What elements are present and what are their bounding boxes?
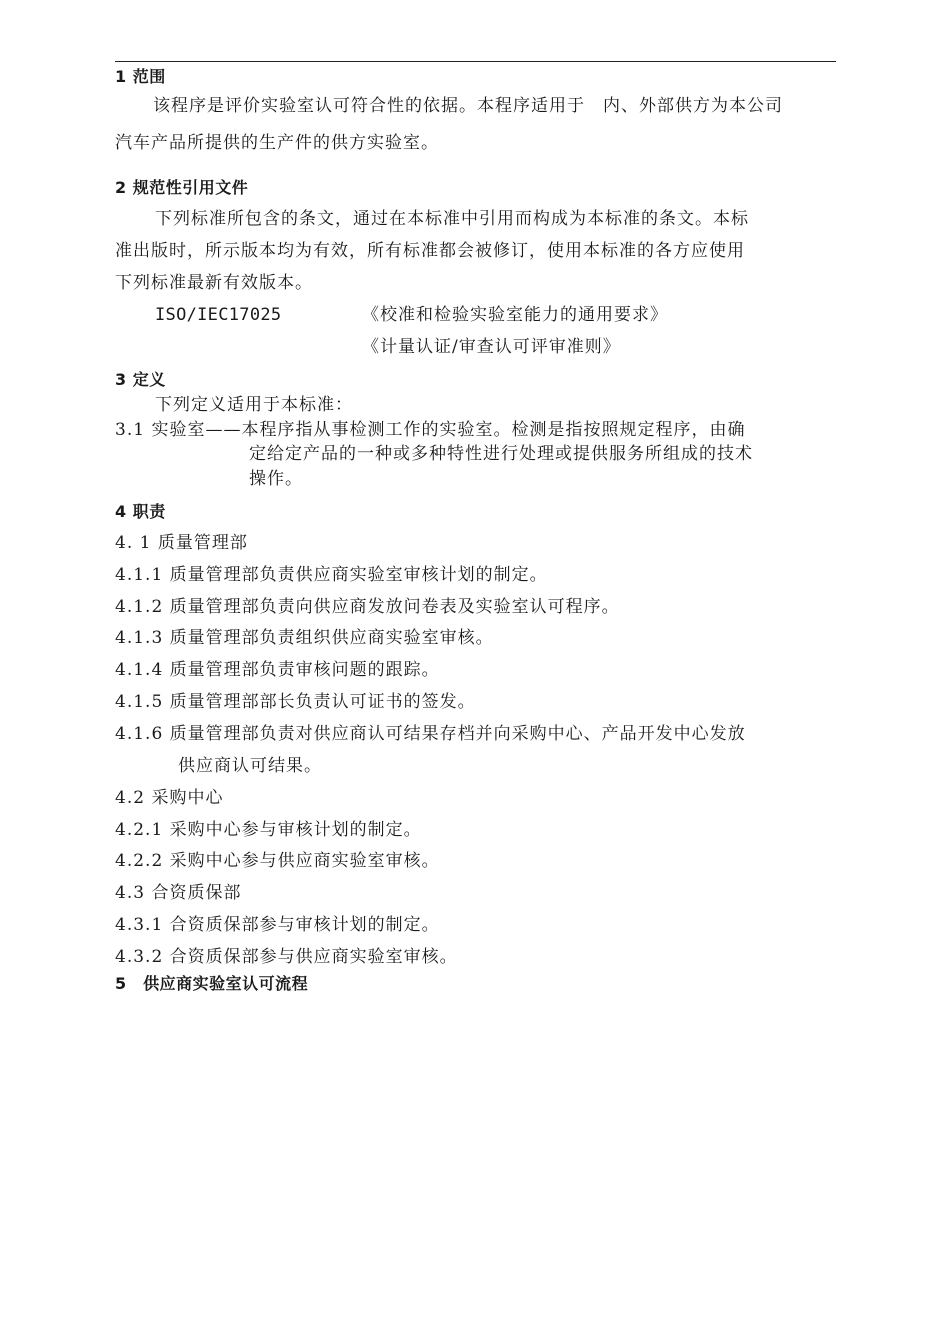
reference-code-iso-iec-17025: ISO/IEC17025: [155, 305, 282, 325]
item-4-3-2: 4.3.2 合资质保部参与供应商实验室审核。: [115, 947, 458, 967]
header-rule: [115, 61, 836, 62]
section-3-intro: 下列定义适用于本标准：: [155, 395, 353, 415]
section-2-heading: 2 规范性引用文件: [115, 178, 249, 197]
section-5-heading: 5 供应商实验室认可流程: [115, 974, 309, 993]
item-4-2-1: 4.2.1 采购中心参与审核计划的制定。: [115, 820, 422, 840]
definition-3-1-line-1: 3.1 实验室——本程序指从事检测工作的实验室。检测是指按照规定程序，由确: [115, 420, 746, 440]
item-4-3: 4.3 合资质保部: [115, 883, 242, 903]
section-2-paragraph-line-3: 下列标准最新有效版本。: [115, 273, 313, 293]
item-4-1-6-line-2: 供应商认可结果。: [178, 756, 322, 776]
item-4-1-4: 4.1.4 质量管理部负责审核问题的跟踪。: [115, 660, 440, 680]
item-4-2: 4.2 采购中心: [115, 788, 224, 808]
section-1-paragraph-line-2: 汽车产品所提供的生产件的供方实验室。: [115, 133, 439, 153]
section-1-paragraph-line-1: 该程序是评价实验室认可符合性的依据。本程序适用于 内、外部供方为本公司: [153, 96, 783, 116]
section-2-paragraph-line-2: 准出版时，所示版本均为有效，所有标准都会被修订，使用本标准的各方应使用: [115, 241, 745, 261]
item-4-1-5: 4.1.5 质量管理部部长负责认可证书的签发。: [115, 692, 476, 712]
item-4-3-1: 4.3.1 合资质保部参与审核计划的制定。: [115, 915, 440, 935]
reference-title-1: 《校准和检验实验室能力的通用要求》: [362, 305, 668, 325]
reference-title-2: 《计量认证/审查认可评审准则》: [362, 337, 621, 357]
section-1-heading: 1 范围: [115, 67, 166, 86]
section-3-heading: 3 定义: [115, 370, 166, 389]
item-4-1-6-line-1: 4.1.6 质量管理部负责对供应商认可结果存档并向采购中心、产品开发中心发放: [115, 724, 746, 744]
item-4-1: 4. 1 质量管理部: [115, 533, 248, 553]
item-4-2-2: 4.2.2 采购中心参与供应商实验室审核。: [115, 851, 440, 871]
definition-3-1-line-2: 定给定产品的一种或多种特性进行处理或提供服务所组成的技术: [249, 444, 753, 464]
item-4-1-3: 4.1.3 质量管理部负责组织供应商实验室审核。: [115, 628, 494, 648]
item-4-1-1: 4.1.1 质量管理部负责供应商实验室审核计划的制定。: [115, 565, 548, 585]
item-4-1-2: 4.1.2 质量管理部负责向供应商发放问卷表及实验室认可程序。: [115, 597, 620, 617]
section-4-heading: 4 职责: [115, 502, 166, 521]
section-2-paragraph-line-1: 下列标准所包含的条文，通过在本标准中引用而构成为本标准的条文。本标: [155, 209, 749, 229]
definition-3-1-line-3: 操作。: [249, 469, 303, 489]
